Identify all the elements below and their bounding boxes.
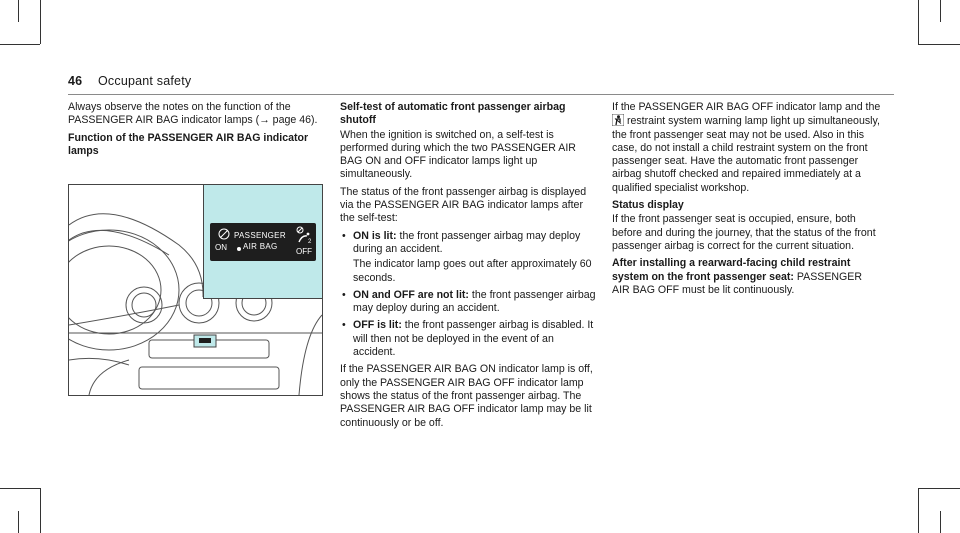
page-header [68,74,191,88]
warning-lamp-text [612,101,882,195]
status-display-text: If the front passenger seat is occupied, ensure, both before and during the journey, that the status of the front passenger airbag is correct for the current situation. [612,213,876,252]
list-item [340,319,596,359]
self-test-heading: Self-test of automatic front passenger airbag shutoff [340,101,566,127]
bullet: • [342,229,346,242]
crop-mark [40,0,41,44]
section-heading: Function of the PASSENGER AIR BAG indicator lamps [68,131,309,157]
list-item-label: ON and OFF are not lit: [353,288,469,301]
crop-mark [0,44,1,45]
panel-label-on: ON [215,243,227,252]
page-number: 46 [68,74,83,88]
bullet: • [342,319,346,332]
warning-text-start: If the PASSENGER AIR BAG OFF indicator lamp and the [612,101,881,113]
status-intro-text: The status of the front passenger airbag is displayed via the PASSENGER AIR BAG indicator lamps after the self-test: [340,185,587,225]
svg-text:2: 2 [308,239,312,244]
status-display-heading: Status display [612,199,684,212]
rearward-child-body: PASSENGER AIR BAG OFF must be lit continuously. [612,270,863,296]
bullet: • [342,288,346,301]
column-2 [340,101,596,434]
list-item-text: the front passenger airbag is disabled. It will then not be deployed in the event of an accident. [353,319,594,359]
crop-mark [40,488,41,533]
rearward-child-heading: After installing a rearward-facing child restraint system on the front passenger seat: [612,257,851,283]
crop-mark [918,0,919,44]
crop-mark [940,511,941,533]
panel-label-off: OFF [296,247,312,256]
dashboard-figure [68,184,323,396]
panel-dot [237,247,241,251]
child-seat-icon [296,226,312,244]
panel-label-airbag: AIR BAG [243,242,278,251]
crop-mark [940,0,941,22]
airbag-indicator-panel [210,223,316,261]
section-title: Occupant safety [98,74,192,88]
list-item-label: OFF is lit: [353,319,402,332]
off-indicator-text: If the PASSENGER AIR BAG ON indicator lamp is off, only the PASSENGER AIR BAG OFF indicator lamp shows the status of the front passenger airbag. The PASSENGER AIR BAG OFF indicator lamp may be lit continuously or be off. [340,363,593,429]
crop-mark [0,44,40,45]
list-item-label: ON is lit: [353,229,397,242]
list-item-text: the front passenger airbag may deploy during an accident. [353,288,596,315]
panel-label-passenger: PASSENGER [234,231,286,240]
warning-text-end: restraint system warning lamp light up simultaneously, the front passenger seat may not be used. Also in this case, do not install a child restraint system on the front passenger seat. Have the automatic front passenger airbag shutoff checked and repaired immediately at a qualified specialist workshop. [612,115,880,194]
crop-mark [918,488,960,489]
self-test-text: When the ignition is switched on, a self-test is performed during which the two PASSENGER AIR BAG ON and OFF indicator lamps light up simultaneously. [340,128,576,181]
list-item [340,230,596,285]
header-rule [68,94,894,95]
list-item [340,289,596,316]
intro-text: Always observe the notes on the function of the PASSENGER AIR BAG indicator lamps (→ page 46). [68,101,318,127]
rearward-child-text [612,257,882,297]
crop-mark [918,488,919,533]
airbag-off-icon [218,228,230,240]
list-item-text: the front passenger airbag may deploy during an accident. [353,229,581,255]
column-1 [68,101,323,159]
seatbelt-warning-icon [612,114,624,126]
list-item-note: The indicator lamp goes out after approximately 60 seconds. [353,258,592,284]
column-3 [612,101,882,301]
indicator-callout [203,185,323,299]
status-list [340,230,596,360]
crop-mark [18,0,19,22]
crop-mark [918,44,960,45]
crop-mark [0,488,40,489]
crop-mark [18,511,19,533]
